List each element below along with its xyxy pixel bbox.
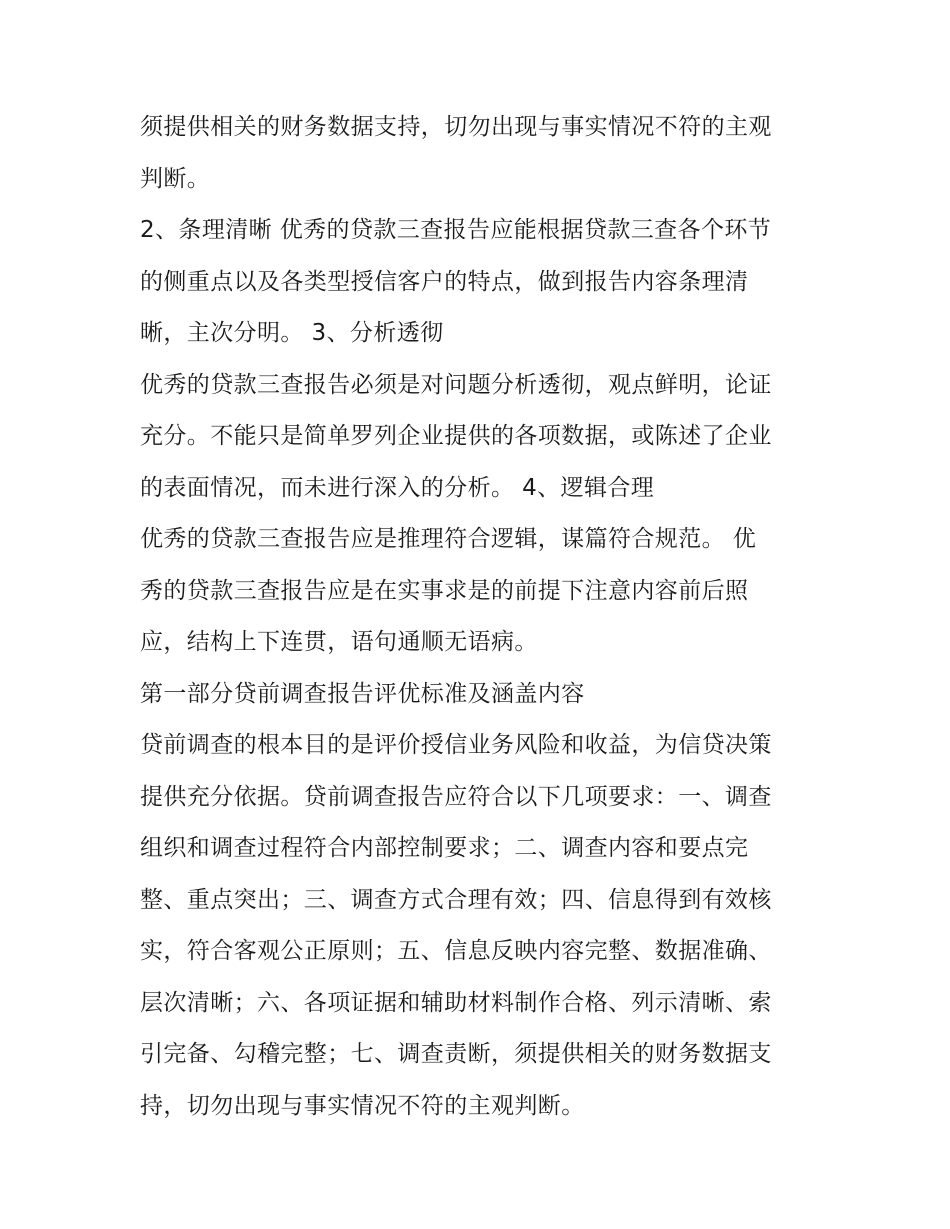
text-line: 提供充分依据。贷前调查报告应符合以下几项要求：一、调查: [140, 783, 772, 810]
text-line: 层次清晰；六、各项证据和辅助材料制作合格、列示清晰、索: [140, 989, 772, 1016]
text-line: 须提供相关的财务数据支持，切勿出现与事实情况不符的主观: [140, 114, 772, 140]
text-line: 贷前调查的根本目的是评价授信业务风险和收益，为信贷决策: [140, 732, 772, 758]
text-line: 2、条理清晰 优秀的贷款三查报告应能根据贷款三查各个环节: [140, 217, 772, 243]
text-line: 晰，主次分明。 3、分析透彻: [140, 320, 444, 346]
text-line: 整、重点突出；三、调查方式合理有效；四、信息得到有效核: [140, 886, 772, 913]
text-line: 秀的贷款三查报告应是在实事求是的前提下注意内容前后照: [140, 577, 749, 604]
document-body: [140, 102, 820, 1132]
text-line: 的表面情况，而未进行深入的分析。 4、逻辑合理: [140, 474, 655, 501]
text-line: 实，符合客观公正原则；五、信息反映内容完整、数据准确、: [140, 938, 772, 964]
text-line: 持，切勿出现与事实情况不符的主观判断。: [140, 1092, 585, 1119]
text-line: 判断。: [140, 165, 211, 192]
text-line: 优秀的贷款三查报告必须是对问题分析透彻，观点鲜明，论证: [140, 371, 772, 398]
text-line: 引完备、勾稽完整；七、调查责断，须提供相关的财务数据支: [140, 1041, 772, 1067]
section-heading: 第一部分贷前调查报告评优标准及涵盖内容: [140, 680, 585, 707]
text-line: 应，结构上下连贯，语句通顺无语病。: [140, 629, 538, 655]
text-line: 充分。不能只是简单罗列企业提供的各项数据，或陈述了企业: [140, 423, 772, 449]
text-line: 优秀的贷款三查报告应是推理符合逻辑，谋篇符合规范。 优: [140, 526, 757, 552]
text-line: 的侧重点以及各类型授信客户的特点，做到报告内容条理清: [140, 268, 749, 295]
text-line: 组织和调查过程符合内部控制要求；二、调查内容和要点完: [140, 835, 749, 861]
